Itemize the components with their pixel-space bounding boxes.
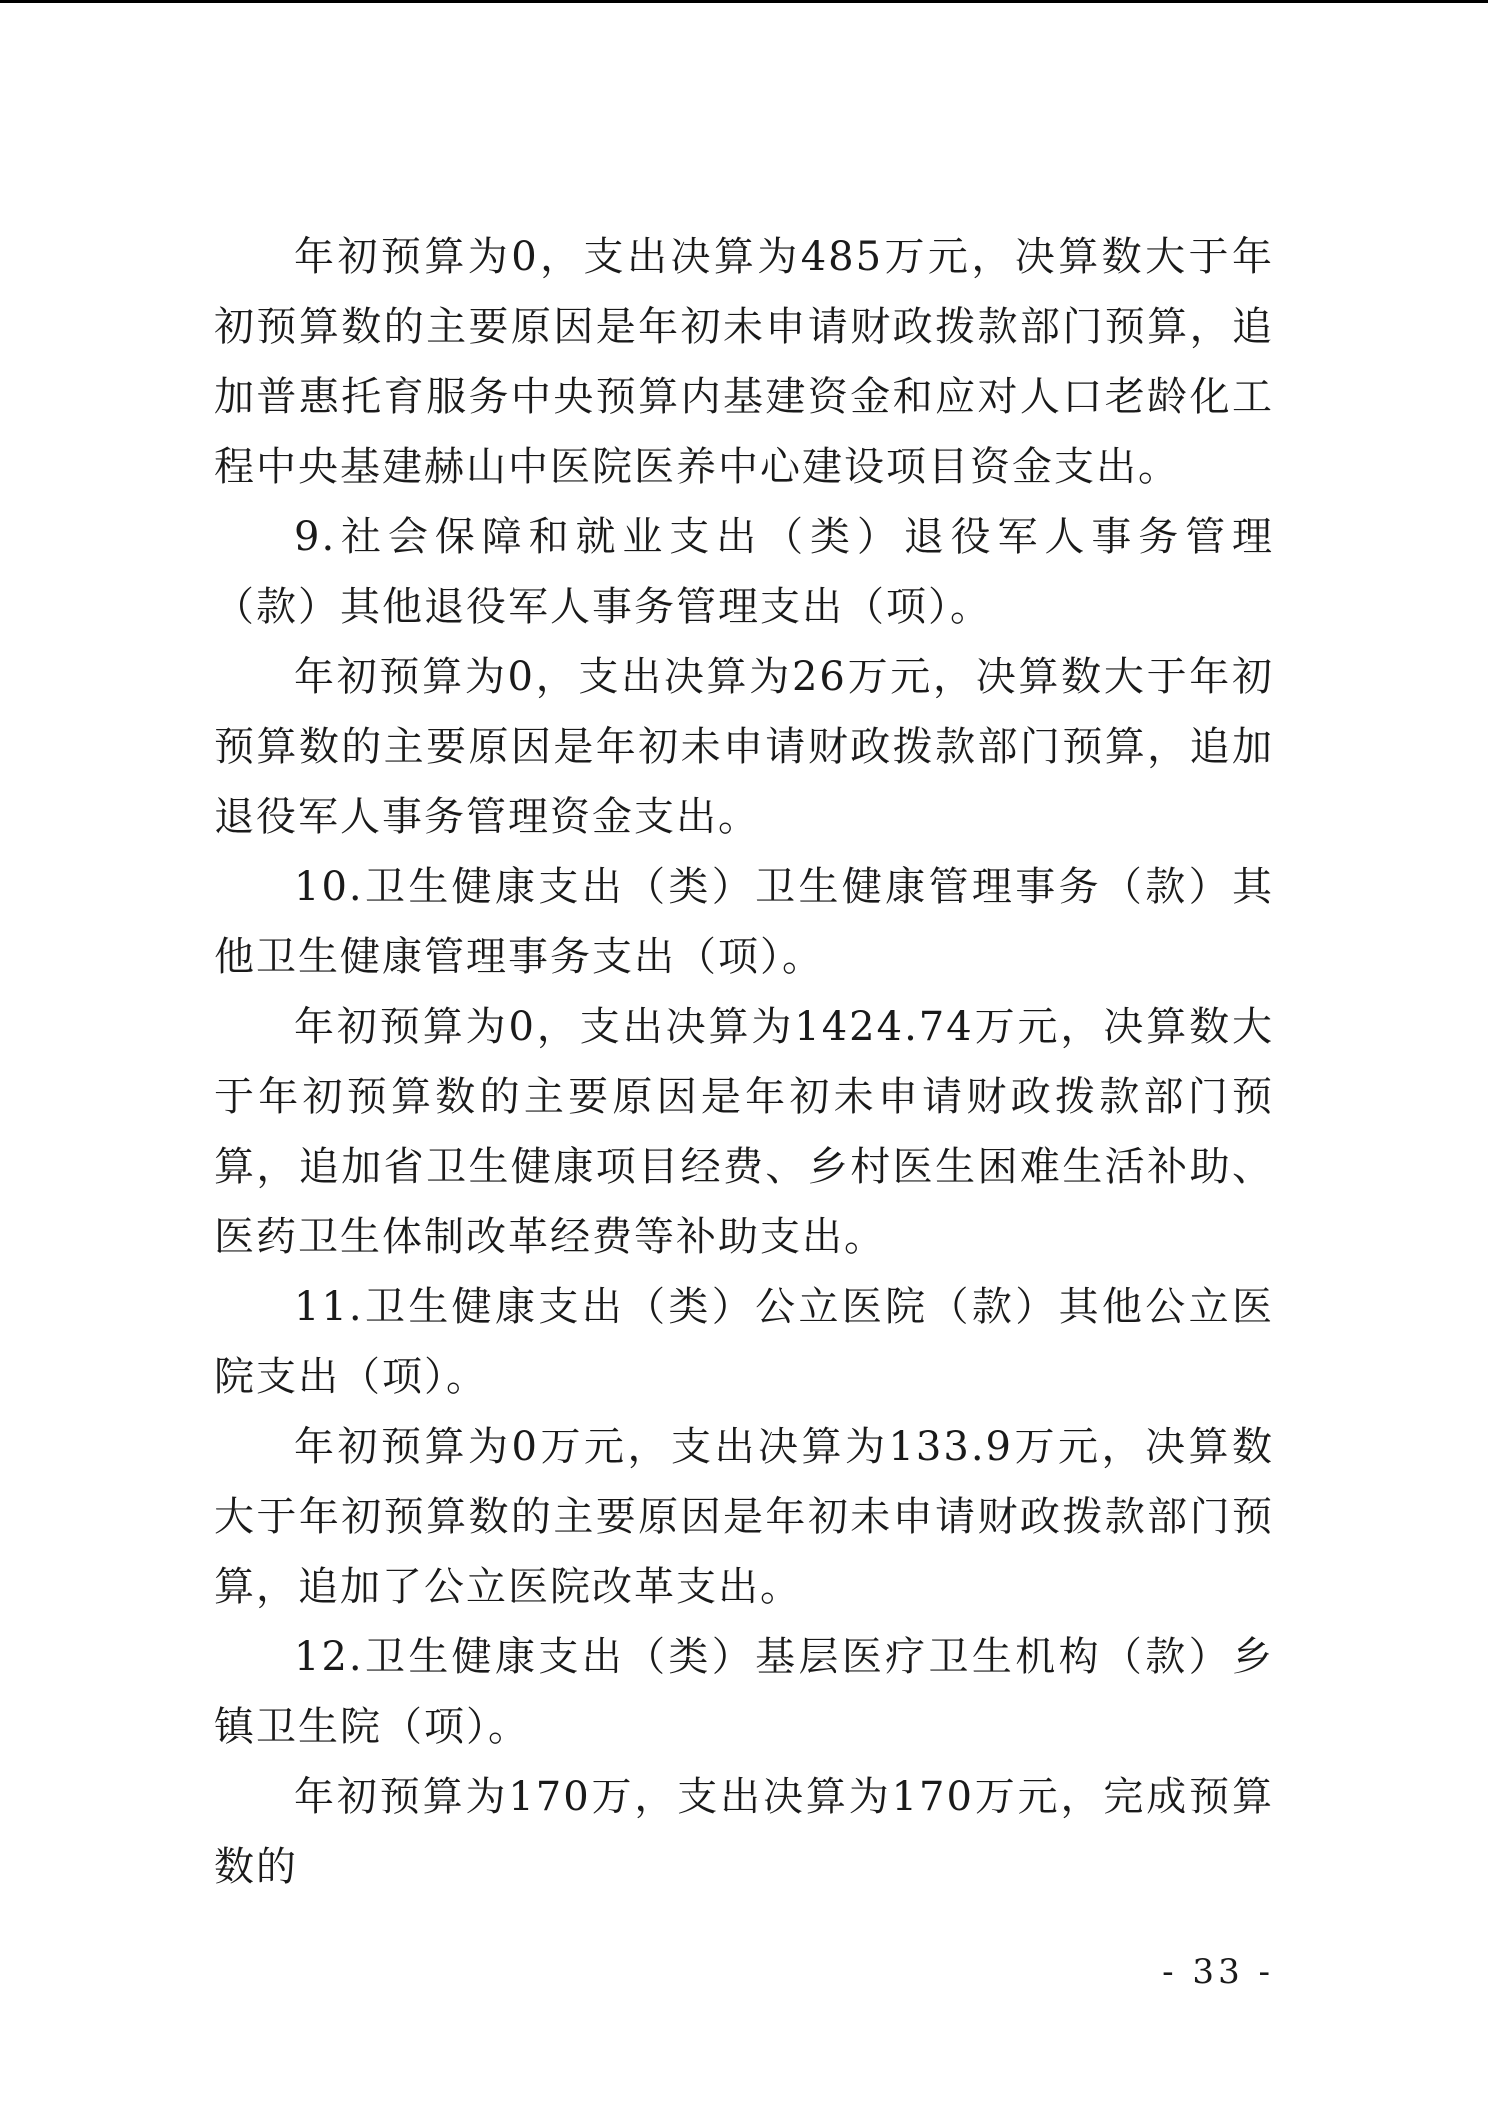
paragraph-budget-485: 年初预算为0，支出决算为485万元，决算数大于年初预算数的主要原因是年初未申请财政拨款部门预算，追加普惠托育服务中央预算内基建资金和应对人口老龄化工程中央基建赫山中医院医养中心建设项目资金支出。 bbox=[214, 234, 1274, 490]
heading-item-11: 11.卫生健康支出（类）公立医院（款）其他公立医院支出（项）。 bbox=[214, 1284, 1274, 1400]
page-number: - 33 - bbox=[1162, 1952, 1274, 1992]
paragraph-budget-1424: 年初预算为0，支出决算为1424.74万元，决算数大于年初预算数的主要原因是年初未申请财政拨款部门预算，追加省卫生健康项目经费、乡村医生困难生活补助、医药卫生体制改革经费等补助支出。 bbox=[214, 1004, 1274, 1260]
paragraph-budget-170: 年初预算为170万，支出决算为170万元，完成预算数的 bbox=[214, 1774, 1274, 1890]
heading-item-10: 10.卫生健康支出（类）卫生健康管理事务（款）其他卫生健康管理事务支出（项）。 bbox=[214, 864, 1274, 980]
heading-item-12: 12.卫生健康支出（类）基层医疗卫生机构（款）乡镇卫生院（项）。 bbox=[214, 1634, 1274, 1750]
heading-item-9: 9.社会保障和就业支出（类）退役军人事务管理（款）其他退役军人事务管理支出（项）。 bbox=[214, 514, 1274, 630]
paragraph-budget-133: 年初预算为0万元，支出决算为133.9万元，决算数大于年初预算数的主要原因是年初未申请财政拨款部门预算，追加了公立医院改革支出。 bbox=[214, 1424, 1274, 1610]
top-border bbox=[0, 0, 1488, 3]
document-body bbox=[214, 222, 1274, 1902]
paragraph-budget-26: 年初预算为0，支出决算为26万元，决算数大于年初预算数的主要原因是年初未申请财政拨款部门预算，追加退役军人事务管理资金支出。 bbox=[214, 654, 1274, 840]
